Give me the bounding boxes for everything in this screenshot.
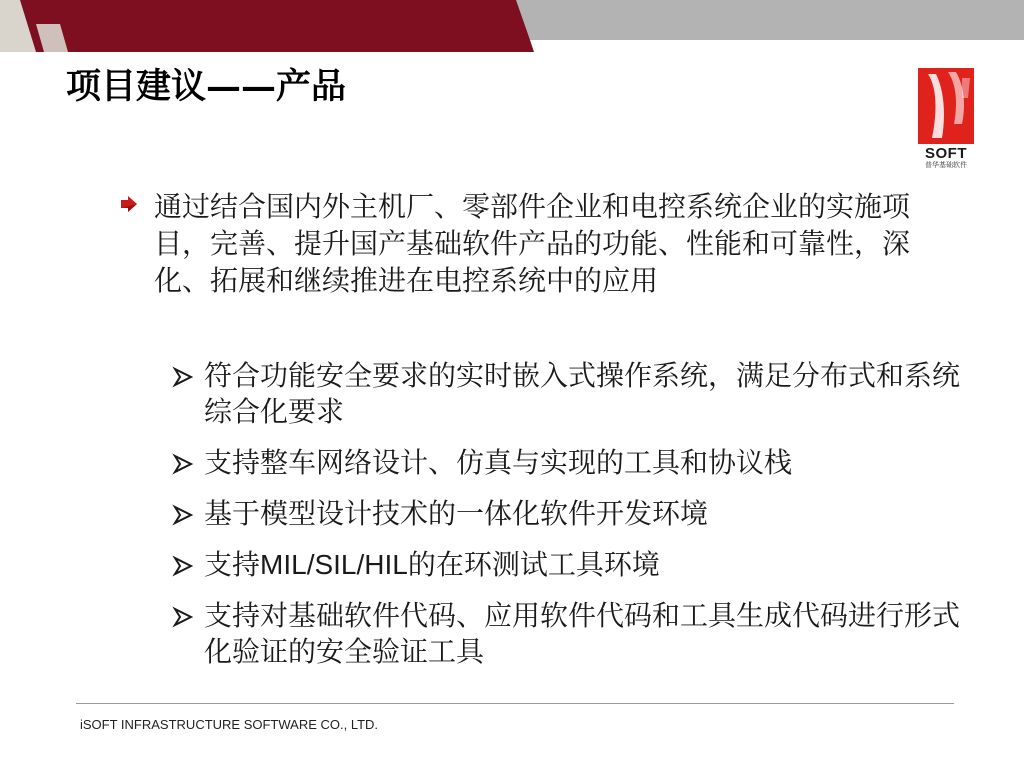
sub-bullet-text xyxy=(204,547,970,583)
sub-bullet-text: 符合功能安全要求的实时嵌入式操作系统，满足分布式和系统综合化要求 xyxy=(204,359,961,428)
header-band xyxy=(0,0,1024,52)
sub-bullet-item xyxy=(170,598,970,670)
hollow-arrow-bullet-icon xyxy=(172,366,194,388)
hollow-arrow-bullet-icon xyxy=(172,504,194,526)
sub-bullet-text: 支持整车网络设计、仿真与实现的工具和协议栈 xyxy=(204,446,793,479)
footer-divider xyxy=(76,703,954,704)
sub-bullet-text-part: 支持 xyxy=(204,548,261,581)
slide-title: 项目建议——产品 xyxy=(66,66,347,107)
sub-bullet-item xyxy=(170,358,970,430)
sub-bullet-item xyxy=(170,445,970,481)
isoft-logo-icon xyxy=(918,68,974,172)
sub-bullet-text: 支持对基础软件代码、应用软件代码和工具生成代码进行形式化验证的安全验证工具 xyxy=(204,599,961,668)
sub-bullet-text-part: MIL/SIL/HIL xyxy=(260,549,408,580)
logo-text: SOFT xyxy=(925,145,967,162)
sub-bullet-text-part: 的在环测试工具环境 xyxy=(407,548,660,581)
sub-bullet-item xyxy=(170,496,970,532)
hollow-arrow-bullet-icon xyxy=(172,555,194,577)
sub-bullet-list xyxy=(170,358,970,685)
sub-bullet-text: 基于模型设计技术的一体化软件开发环境 xyxy=(204,497,709,530)
hollow-arrow-bullet-icon xyxy=(172,606,194,628)
footer-company: iSOFT INFRASTRUCTURE SOFTWARE CO., LTD. xyxy=(80,717,379,732)
logo-subtext: 普华基础软件 xyxy=(925,161,967,169)
sub-bullet-item xyxy=(170,547,970,583)
red-arrow-bullet-icon xyxy=(120,195,138,213)
main-bullet-text: 通过结合国内外主机厂、零部件企业和电控系统企业的实施项目，完善、提升国产基础软件产品的功能、性能和可靠性，深化、拓展和继续推进在电控系统中的应用 xyxy=(154,190,911,297)
hollow-arrow-bullet-icon xyxy=(172,453,194,475)
